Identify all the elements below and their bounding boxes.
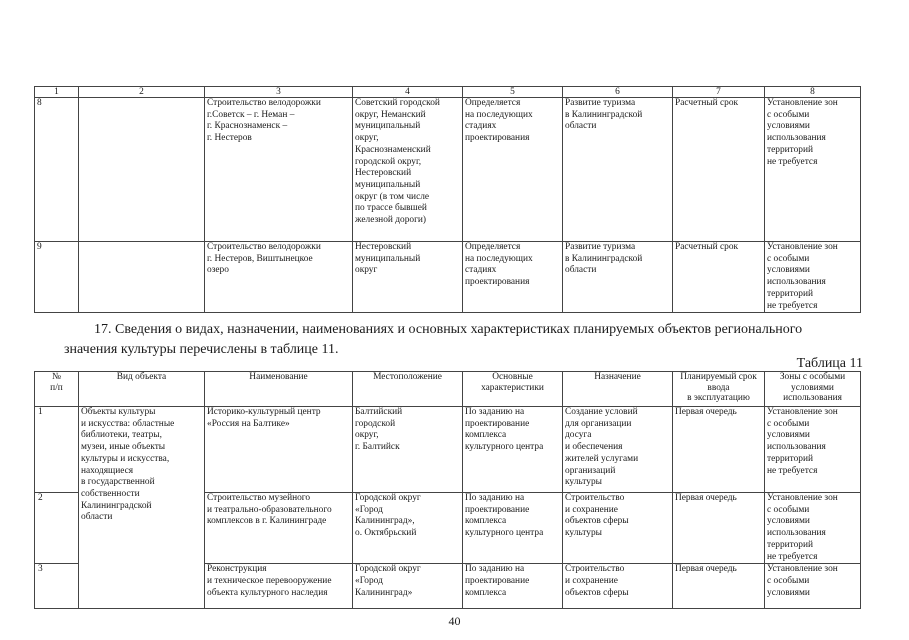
zones-cell: Установление зон с особыми условиями использования территорий не требуется	[765, 242, 861, 313]
header-term: Планируемый срок ввода в эксплуатацию	[673, 372, 765, 407]
section-paragraph: 17. Сведения о видах, назначении, наименованиях и основных характеристиках планируемых объектов регионального	[94, 322, 803, 337]
characteristics-cell: По заданию на проектирование комплекса	[463, 564, 563, 609]
page-number: 40	[448, 614, 461, 628]
term-cell: Первая очередь	[673, 407, 765, 493]
characteristics-cell: Определяется на последующих стадиях проектирования	[463, 242, 563, 313]
row-number: 9	[35, 242, 79, 313]
header-zones: Зоны с особыми условиями использования	[765, 372, 861, 407]
table-row	[35, 98, 861, 242]
term-cell: Первая очередь	[673, 493, 765, 564]
col-num-1: 1	[35, 87, 79, 98]
table-row	[35, 242, 861, 313]
characteristics-cell: По заданию на проектирование комплекса культурного центра	[463, 493, 563, 564]
purpose-cell: Развитие туризма в Калининградской области	[563, 242, 673, 313]
purpose-cell: Создание условий для организации досуга и обеспечения жителей услугами организаций культуры	[563, 407, 673, 493]
table-11	[34, 371, 861, 609]
header-location: Местоположение	[353, 372, 463, 407]
characteristics-cell: Определяется на последующих стадиях проектирования	[463, 98, 563, 242]
row-number: 8	[35, 98, 79, 242]
purpose-cell: Строительство и сохранение объектов сферы культуры	[563, 493, 673, 564]
header-number: № п/п	[35, 372, 79, 407]
table-header-row	[35, 372, 861, 407]
zones-cell: Установление зон с особыми условиями	[765, 564, 861, 609]
column-number-row	[35, 87, 861, 98]
header-object-kind: Вид объекта	[79, 372, 205, 407]
col-num-8: 8	[765, 87, 861, 98]
term-cell: Расчетный срок	[673, 98, 765, 242]
zones-cell: Установление зон с особыми условиями использования территорий не требуется	[765, 493, 861, 564]
section-paragraph-end: значения культуры перечислены в таблице 11.	[64, 342, 339, 357]
object-name-cell: Строительство музейного и театрально-образовательного комплексов в г. Калининграде	[205, 493, 353, 564]
col-num-2: 2	[79, 87, 205, 98]
object-name-cell: Историко-культурный центр «Россия на Балтике»	[205, 407, 353, 493]
row-number: 1	[35, 407, 79, 493]
purpose-cell: Строительство и сохранение объектов сферы	[563, 564, 673, 609]
term-cell: Первая очередь	[673, 564, 765, 609]
object-name-cell: Реконструкция и техническое перевооружение объекта культурного наследия	[205, 564, 353, 609]
row-number: 2	[35, 493, 79, 564]
header-name: Наименование	[205, 372, 353, 407]
term-cell: Расчетный срок	[673, 242, 765, 313]
col-num-3: 3	[205, 87, 353, 98]
object-name-cell: Строительство велодорожки г.Советск – г. Неман – г. Краснознаменск – г. Нестеров	[205, 98, 353, 242]
header-purpose: Назначение	[563, 372, 673, 407]
col-num-5: 5	[463, 87, 563, 98]
object-kind-cell	[79, 242, 205, 313]
characteristics-cell: По заданию на проектирование комплекса культурного центра	[463, 407, 563, 493]
col-num-7: 7	[673, 87, 765, 98]
location-cell: Нестеровский муниципальный округ	[353, 242, 463, 313]
location-cell: Балтийский городской округ, г. Балтийск	[353, 407, 463, 493]
continuation-table	[34, 86, 861, 313]
zones-cell: Установление зон с особыми условиями использования территорий не требуется	[765, 407, 861, 493]
object-kind-cell: Объекты культуры и искусства: областные библиотеки, театры, музеи, иные объекты культуры и искусства, находящиеся в государственной собственности Калининградской области	[79, 407, 205, 609]
table-caption: Таблица 11	[796, 356, 863, 371]
col-num-4: 4	[353, 87, 463, 98]
location-cell: Советский городской округ, Неманский муниципальный округ, Краснознаменский городской округ, Нестеровский муниципальный округ (в том числе по трассе бывшей железной дороги)	[353, 98, 463, 242]
object-kind-cell	[79, 98, 205, 242]
col-num-6: 6	[563, 87, 673, 98]
row-number: 3	[35, 564, 79, 609]
table-row	[35, 407, 861, 493]
location-cell: Городской округ «Город Калининград», о. Октябрьский	[353, 493, 463, 564]
zones-cell: Установление зон с особыми условиями использования территорий не требуется	[765, 98, 861, 242]
object-name-cell: Строительство велодорожки г. Нестеров, Виштынецкое озеро	[205, 242, 353, 313]
purpose-cell: Развитие туризма в Калининградской области	[563, 98, 673, 242]
header-characteristics: Основные характеристики	[463, 372, 563, 407]
location-cell: Городской округ «Город Калининград»	[353, 564, 463, 609]
